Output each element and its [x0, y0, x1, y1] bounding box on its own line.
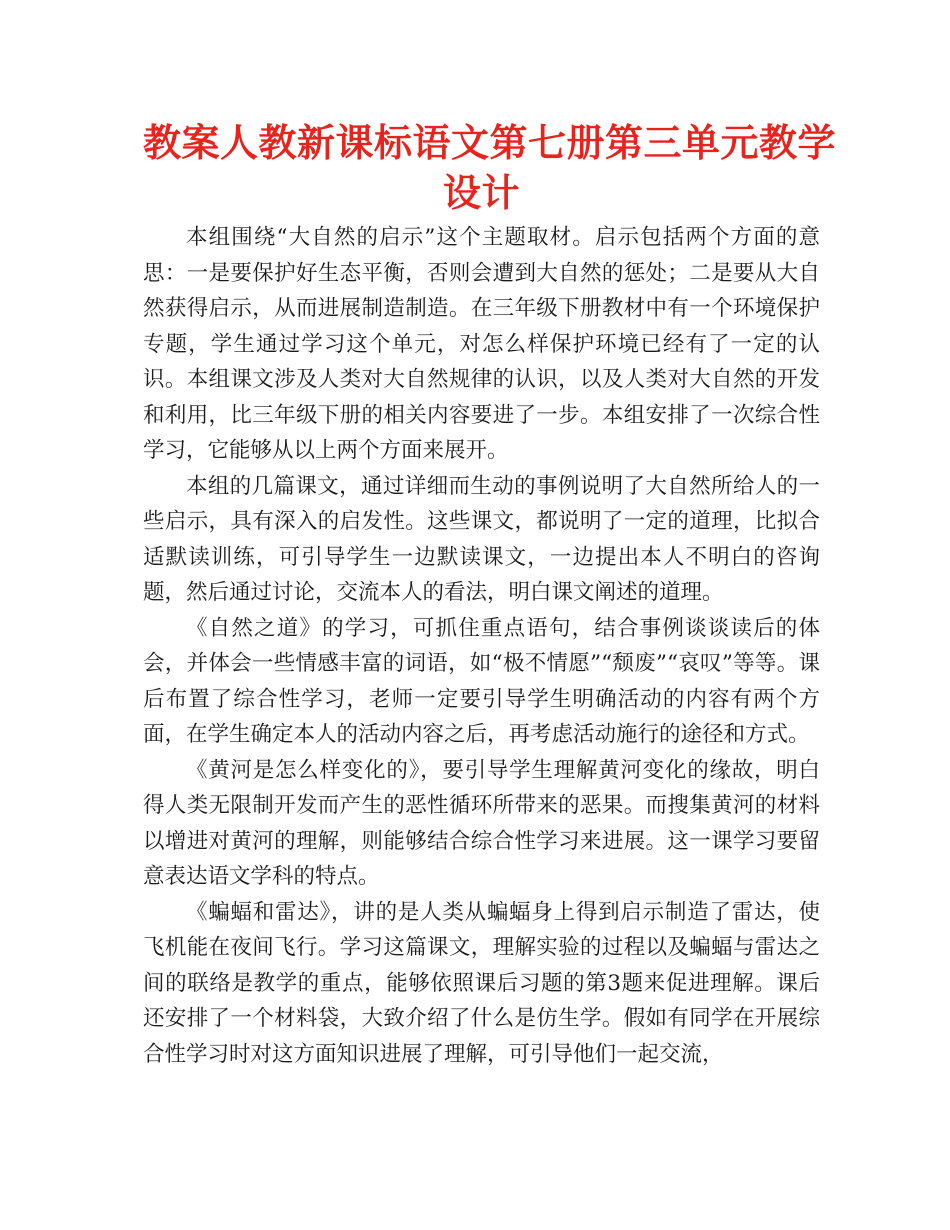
document-title	[143, 118, 837, 218]
title-line-1: 教案人教新课标语文第七册第三单元教学	[143, 121, 837, 165]
paragraph-5: 《蝙蝠和雷达》，讲的是人类从蝙蝠身上得到启示制造了雷达，使飞机能在夜间飞行。学习这篇课文，理解实验的过程以及蝙蝠与雷达之间的联络是教学的重点，能够依照课后习题的第3题来促进理解。课后还安排了一个材料袋，大致介绍了什么是仿生学。假如有同学在开展综合性学习时对这方面知识进展了理解，可引导他们一起交流，	[143, 899, 820, 1067]
paragraph-3: 《自然之道》的学习，可抓住重点语句，结合事例谈谈读后的体会，并体会一些情感丰富的词语，如“极不情愿”“颓废”“哀叹”等等。课后布置了综合性学习，老师一定要引导学生明确活动的内容有两个方面，在学生确定本人的活动内容之后，再考虑活动施行的途径和方式。	[143, 615, 820, 747]
paragraph-2: 本组的几篇课文，通过详细而生动的事例说明了大自然所给人的一些启示，具有深入的启发性。这些课文，都说明了一定的道理，比拟合适默读训练，可引导学生一边默读课文，一边提出本人不明白的咨询题，然后通过讨论，交流本人的看法，明白课文阐述的道理。	[143, 473, 820, 605]
paragraph-1: 本组围绕“大自然的启示”这个主题取材。启示包括两个方面的意思：一是要保护好生态平衡，否则会遭到大自然的惩处；二是要从大自然获得启示，从而进展制造制造。在三年级下册教材中有一个环境保护专题，学生通过学习这个单元，对怎么样保护环境已经有了一定的认识。本组课文涉及人类对大自然规律的认识，以及人类对大自然的开发和利用，比三年级下册的相关内容要进了一步。本组安排了一次综合性学习，它能够从以上两个方面来展开。	[143, 225, 820, 463]
title-line-2: 设计	[442, 171, 520, 215]
paragraph-4: 《黄河是怎么样变化的》，要引导学生理解黄河变化的缘故，明白得人类无限制开发而产生的恶性循环所带来的恶果。而搜集黄河的材料以增进对黄河的理解，则能够结合综合性学习来进展。这一课学习要留意表达语文学科的特点。	[143, 757, 820, 889]
document-body	[143, 220, 820, 1072]
